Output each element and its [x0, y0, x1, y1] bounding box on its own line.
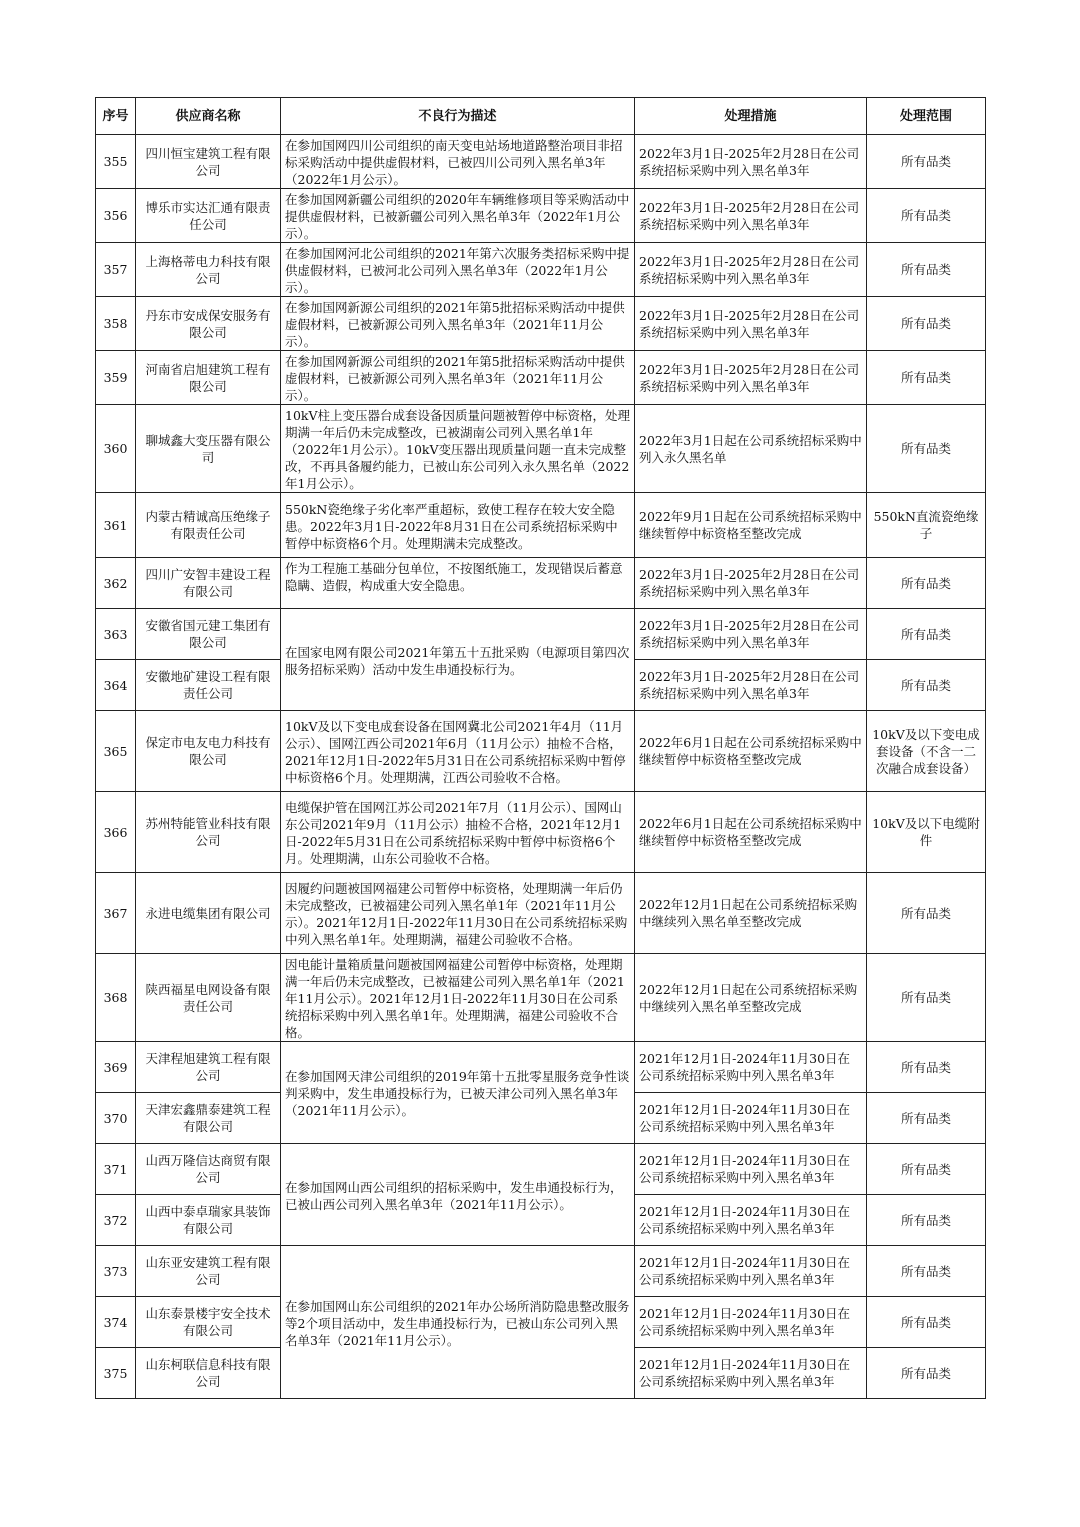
misconduct-description: 在参加国网山东公司组织的2021年办公场所消防隐患整改服务等2个项目活动中，发生串通投标行为，已被山东公司列入黑名单3年（2021年11月公示）。: [281, 1246, 635, 1399]
penalty-scope: 所有品类: [867, 558, 986, 609]
row-number: 368: [96, 954, 136, 1042]
table-row: [96, 351, 986, 405]
supplier-name: 山西中泰卓瑞家具装饰有限公司: [136, 1195, 281, 1246]
table-row: [96, 711, 986, 792]
misconduct-description: 在参加国网山西公司组织的招标采购中，发生串通投标行为，已被山西公司列入黑名单3年（2021年11月公示）。: [281, 1144, 635, 1246]
misconduct-description: 在参加国网四川公司组织的南天变电站场地道路整治项目非招标采购活动中提供虚假材料，已被四川公司列入黑名单3年（2022年1月公示）。: [281, 135, 635, 189]
row-number: 365: [96, 711, 136, 792]
misconduct-description: 在参加国网河北公司组织的2021年第六次服务类招标采购中提供虚假材料，已被河北公司列入黑名单3年（2022年1月公示）。: [281, 243, 635, 297]
table-row: [96, 558, 986, 609]
header-desc: 不良行为描述: [281, 98, 635, 135]
row-number: 362: [96, 558, 136, 609]
misconduct-description: 550kN瓷绝缘子劣化率严重超标，致使工程存在较大安全隐患。2022年3月1日-2022年8月31日在公司系统招标采购中暂停中标资格6个月。处理期满未完成整改。: [281, 493, 635, 558]
table-row: [96, 792, 986, 873]
penalty-scope: 所有品类: [867, 1348, 986, 1399]
table-row: [96, 493, 986, 558]
row-number: 360: [96, 405, 136, 493]
table-row: [96, 243, 986, 297]
penalty-measure: 2022年3月1日-2025年2月28日在公司系统招标采购中列入黑名单3年: [635, 351, 867, 405]
misconduct-description: 在参加国网天津公司组织的2019年第十五批零星服务竞争性谈判采购中，发生串通投标行为，已被天津公司列入黑名单3年（2021年11月公示）。: [281, 1042, 635, 1144]
misconduct-description: 在国家电网有限公司2021年第五十五批采购（电源项目第四次服务招标采购）活动中发生串通投标行为。: [281, 609, 635, 711]
table-row: [96, 954, 986, 1042]
penalty-scope: 10kV及以下变电成套设备（不含一二次融合成套设备）: [867, 711, 986, 792]
misconduct-description: 10kV及以下变电成套设备在国网冀北公司2021年4月（11月公示）、国网江西公司2021年6月（11月公示）抽检不合格，2021年12月1日-2022年5月31日在公司系统招标采购中暂停中标资格6个月。处理期满，江西公司验收不合格。: [281, 711, 635, 792]
misconduct-description: 作为工程施工基础分包单位，不按图纸施工，发现错误后蓄意隐瞒、造假，构成重大安全隐患。: [281, 558, 635, 609]
penalty-measure: 2022年3月1日-2025年2月28日在公司系统招标采购中列入黑名单3年: [635, 609, 867, 660]
supplier-name: 苏州特能管业科技有限公司: [136, 792, 281, 873]
supplier-name: 四川恒宝建筑工程有限公司: [136, 135, 281, 189]
header-scope: 处理范围: [867, 98, 986, 135]
penalty-scope: 所有品类: [867, 405, 986, 493]
table-row: [96, 1246, 986, 1297]
penalty-measure: 2021年12月1日-2024年11月30日在公司系统招标采购中列入黑名单3年: [635, 1246, 867, 1297]
penalty-scope: 所有品类: [867, 1093, 986, 1144]
penalty-measure: 2021年12月1日-2024年11月30日在公司系统招标采购中列入黑名单3年: [635, 1297, 867, 1348]
row-number: 375: [96, 1348, 136, 1399]
penalty-scope: 所有品类: [867, 1246, 986, 1297]
penalty-scope: 所有品类: [867, 954, 986, 1042]
supplier-name: 聊城鑫大变压器有限公司: [136, 405, 281, 493]
penalty-measure: 2021年12月1日-2024年11月30日在公司系统招标采购中列入黑名单3年: [635, 1348, 867, 1399]
penalty-scope: 所有品类: [867, 189, 986, 243]
misconduct-description: 10kV柱上变压器台成套设备因质量问题被暂停中标资格，处理期满一年后仍未完成整改，已被湖南公司列入黑名单1年（2022年1月公示）。10kV变压器出现质量问题一直未完成整改，不再具备履约能力，已被山东公司列入永久黑名单（2022年1月公示）。: [281, 405, 635, 493]
row-number: 364: [96, 660, 136, 711]
header-measure: 处理措施: [635, 98, 867, 135]
supplier-name: 安徽地矿建设工程有限责任公司: [136, 660, 281, 711]
penalty-measure: 2022年3月1日起在公司系统招标采购中列入永久黑名单: [635, 405, 867, 493]
penalty-measure: 2021年12月1日-2024年11月30日在公司系统招标采购中列入黑名单3年: [635, 1042, 867, 1093]
penalty-measure: 2022年3月1日-2025年2月28日在公司系统招标采购中列入黑名单3年: [635, 243, 867, 297]
row-number: 358: [96, 297, 136, 351]
supplier-blacklist-table: [95, 97, 986, 1399]
row-number: 355: [96, 135, 136, 189]
penalty-measure: 2022年6月1日起在公司系统招标采购中继续暂停中标资格至整改完成: [635, 792, 867, 873]
supplier-name: 永进电缆集团有限公司: [136, 873, 281, 954]
penalty-scope: 550kN直流瓷绝缘子: [867, 493, 986, 558]
penalty-measure: 2021年12月1日-2024年11月30日在公司系统招标采购中列入黑名单3年: [635, 1144, 867, 1195]
penalty-scope: 所有品类: [867, 1042, 986, 1093]
table-row: [96, 873, 986, 954]
supplier-name: 山东泰景楼宇安全技术有限公司: [136, 1297, 281, 1348]
penalty-scope: 所有品类: [867, 243, 986, 297]
penalty-scope: 所有品类: [867, 609, 986, 660]
row-number: 361: [96, 493, 136, 558]
supplier-name: 保定市电友电力科技有限公司: [136, 711, 281, 792]
table-header-row: [96, 98, 986, 135]
supplier-name: 天津宏鑫鼎泰建筑工程有限公司: [136, 1093, 281, 1144]
supplier-name: 陕西福星电网设备有限责任公司: [136, 954, 281, 1042]
header-no: 序号: [96, 98, 136, 135]
misconduct-description: 因电能计量箱质量问题被国网福建公司暂停中标资格，处理期满一年后仍未完成整改，已被福建公司列入黑名单1年（2021年11月公示）。2021年12月1日-2022年11月30日在公司系统招标采购中列入黑名单1年。处理期满，福建公司验收不合格。: [281, 954, 635, 1042]
misconduct-description: 在参加国网新疆公司组织的2020年车辆维修项目等采购活动中提供虚假材料，已被新疆公司列入黑名单3年（2022年1月公示）。: [281, 189, 635, 243]
row-number: 359: [96, 351, 136, 405]
misconduct-description: 因履约问题被国网福建公司暂停中标资格，处理期满一年后仍未完成整改，已被福建公司列入黑名单1年（2021年11月公示）。2021年12月1日-2022年11月30日在公司系统招标采购中列入黑名单1年。处理期满，福建公司验收不合格。: [281, 873, 635, 954]
penalty-scope: 所有品类: [867, 873, 986, 954]
penalty-scope: 所有品类: [867, 1297, 986, 1348]
misconduct-description: 在参加国网新源公司组织的2021年第5批招标采购活动中提供虚假材料，已被新源公司列入黑名单3年（2021年11月公示）。: [281, 297, 635, 351]
penalty-scope: 10kV及以下电缆附件: [867, 792, 986, 873]
table-row: [96, 405, 986, 493]
row-number: 373: [96, 1246, 136, 1297]
row-number: 367: [96, 873, 136, 954]
row-number: 371: [96, 1144, 136, 1195]
penalty-measure: 2022年12月1日起在公司系统招标采购中继续列入黑名单至整改完成: [635, 873, 867, 954]
penalty-scope: 所有品类: [867, 135, 986, 189]
supplier-name: 安徽省国元建工集团有限公司: [136, 609, 281, 660]
row-number: 370: [96, 1093, 136, 1144]
penalty-scope: 所有品类: [867, 1144, 986, 1195]
supplier-name: 天津程旭建筑工程有限公司: [136, 1042, 281, 1093]
supplier-name: 内蒙古精诚高压绝缘子有限责任公司: [136, 493, 281, 558]
misconduct-description: 在参加国网新源公司组织的2021年第5批招标采购活动中提供虚假材料，已被新源公司列入黑名单3年（2021年11月公示）。: [281, 351, 635, 405]
penalty-measure: 2022年12月1日起在公司系统招标采购中继续列入黑名单至整改完成: [635, 954, 867, 1042]
table-row: [96, 297, 986, 351]
misconduct-description: 电缆保护管在国网江苏公司2021年7月（11月公示）、国网山东公司2021年9月（11月公示）抽检不合格，2021年12月1日-2022年5月31日在公司系统招标采购中暂停中标资格6个月。处理期满，山东公司验收不合格。: [281, 792, 635, 873]
penalty-measure: 2022年3月1日-2025年2月28日在公司系统招标采购中列入黑名单3年: [635, 660, 867, 711]
row-number: 356: [96, 189, 136, 243]
row-number: 369: [96, 1042, 136, 1093]
row-number: 366: [96, 792, 136, 873]
supplier-name: 河南省启旭建筑工程有限公司: [136, 351, 281, 405]
table-row: [96, 135, 986, 189]
supplier-name: 上海格蒂电力科技有限公司: [136, 243, 281, 297]
penalty-scope: 所有品类: [867, 660, 986, 711]
table-row: [96, 1144, 986, 1195]
penalty-measure: 2022年3月1日-2025年2月28日在公司系统招标采购中列入黑名单3年: [635, 297, 867, 351]
penalty-scope: 所有品类: [867, 1195, 986, 1246]
supplier-name: 四川广安智丰建设工程有限公司: [136, 558, 281, 609]
supplier-name: 山西万隆信达商贸有限公司: [136, 1144, 281, 1195]
penalty-measure: 2022年6月1日起在公司系统招标采购中继续暂停中标资格至整改完成: [635, 711, 867, 792]
penalty-measure: 2022年3月1日-2025年2月28日在公司系统招标采购中列入黑名单3年: [635, 558, 867, 609]
penalty-measure: 2021年12月1日-2024年11月30日在公司系统招标采购中列入黑名单3年: [635, 1093, 867, 1144]
supplier-name: 山东亚安建筑工程有限公司: [136, 1246, 281, 1297]
penalty-measure: 2021年12月1日-2024年11月30日在公司系统招标采购中列入黑名单3年: [635, 1195, 867, 1246]
row-number: 372: [96, 1195, 136, 1246]
table-row: [96, 189, 986, 243]
row-number: 357: [96, 243, 136, 297]
penalty-scope: 所有品类: [867, 351, 986, 405]
table-row: [96, 609, 986, 660]
supplier-name: 山东柯联信息科技有限公司: [136, 1348, 281, 1399]
supplier-name: 丹东市安成保安服务有限公司: [136, 297, 281, 351]
header-supplier: 供应商名称: [136, 98, 281, 135]
row-number: 374: [96, 1297, 136, 1348]
penalty-measure: 2022年9月1日起在公司系统招标采购中继续暂停中标资格至整改完成: [635, 493, 867, 558]
table-row: [96, 1042, 986, 1093]
supplier-name: 博乐市实达汇通有限责任公司: [136, 189, 281, 243]
row-number: 363: [96, 609, 136, 660]
penalty-measure: 2022年3月1日-2025年2月28日在公司系统招标采购中列入黑名单3年: [635, 135, 867, 189]
penalty-measure: 2022年3月1日-2025年2月28日在公司系统招标采购中列入黑名单3年: [635, 189, 867, 243]
penalty-scope: 所有品类: [867, 297, 986, 351]
